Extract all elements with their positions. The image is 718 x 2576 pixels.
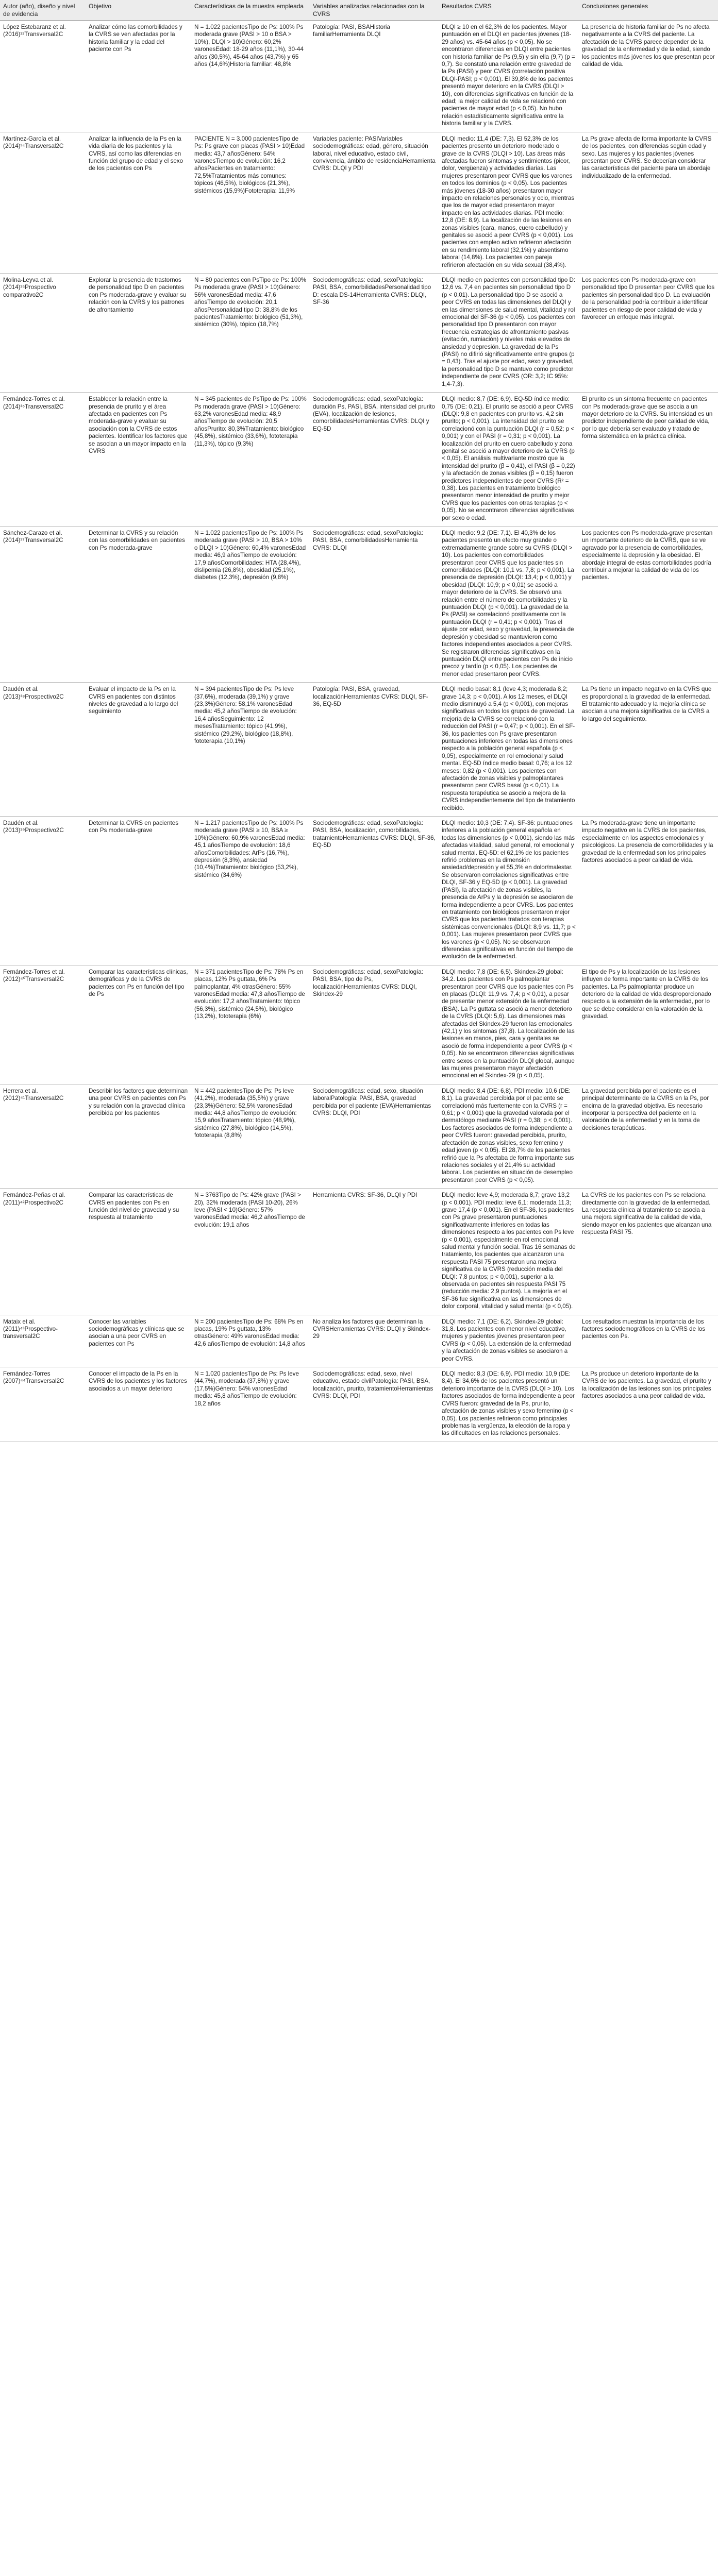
cell-author: Fernández-Torres et al. (2014)³⁶Transversal2C [0, 393, 86, 527]
cell-variables: Herramienta CVRS: SF-36, DLQI y PDI [310, 1189, 439, 1315]
cell-author: Fernández-Torres (2007)⁴⁴Transversal2C [0, 1367, 86, 1442]
cell-sample: N = 1.217 pacientesTipo de Ps: 100% Ps moderada grave (PASI ≥ 10, BSA ≥ 10%)Género: 60,9% varonesEdad media: 45,1 añosTiempo de evolución: 18,6 añosComorbilidades: ArPs (16,7%), depresión (8,3%), ansiedad (10,4%)Tratamiento: biológico (53,2%), sistémico (34,6%) [191, 817, 310, 965]
cell-objective: Determinar la CVRS en pacientes con Ps moderada-grave [86, 817, 191, 965]
cell-objective: Conocer las variables sociodemográficas y clínicas que se asocian a una peor CVRS en pacientes con Ps [86, 1315, 191, 1367]
cell-results: DLQI medio: 7,1 (DE: 6,2). Skindex-29 global: 31,8. Los pacientes con menor nivel educativo, mujeres y pacientes jóvenes presentaron peor CVRS (p < 0,05). La extensión de la enfermedad y la afectación de zonas visibles se asociaron a peor CVRS. [439, 1315, 579, 1367]
cell-results: DLQI medio en pacientes con personalidad tipo D: 12,6 vs. 7,4 en pacientes sin personalidad tipo D (p < 0,01). La personalidad tipo D se asoció a peor CVRS en todas las dimensiones del DLQI y en las dimensiones de salud mental, vitalidad y rol emocional del SF-36 (p < 0,05). Los pacientes con personalidad tipo D presentaron con mayor frecuencia estrategias de afrontamiento pasivas (evitación, rumiación) y niveles más elevados de ansiedad y depresión. La gravedad de la Ps (PASI) no difirió significativamente entre grupos (p = 0,43). Tras el ajuste por edad, sexo y gravedad, la personalidad tipo D se mantuvo como predictor independiente de peor CVRS (OR: 3,2; IC 95%: 1,4-7,3). [439, 274, 579, 393]
cell-author: Molina-Leyva et al. (2014)³⁵Prospectivo comparativo2C [0, 274, 86, 393]
cell-author: Fernández-Torres et al. (2012)⁴⁰Transversal2C [0, 965, 86, 1084]
cell-variables: Sociodemográficas: edad, sexoPatología: PASI, BSA, comorbilidadesPersonalidad tipo D: escala DS-14Herramienta CVRS: DLQI, SF-36 [310, 274, 439, 393]
header-variables: Variables analizadas relacionadas con la CVRS [310, 0, 439, 21]
cell-sample: N = 200 pacientesTipo de Ps: 68% Ps en placas, 19% Ps guttata, 13% otrasGénero: 49% varonesEdad media: 42,6 añosTiempo de evolución: 14,8 años [191, 1315, 310, 1367]
cell-sample: N = 442 pacientesTipo de Ps: Ps leve (41,2%), moderada (35,5%) y grave (23,3%)Género: 52,5% varonesEdad media: 44,8 añosTiempo de evolución: 15,9 añosTratamiento: tópico (48,9%), sistémico (27,8%), biológico (14,5%), fototerapia (8,8%) [191, 1084, 310, 1188]
cell-sample: N = 3763Tipo de Ps: 42% grave (PASI > 20), 32% moderada (PASI 10-20), 26% leve (PASI < 10)Género: 57% varonesEdad media: 46,2 añosTiempo de evolución: 19,1 años [191, 1189, 310, 1315]
cell-variables: Sociodemográficas: edad, sexo, situación laboralPatología: PASI, BSA, gravedad percibida por el paciente (EVA)Herramientas CVRS: DLQI, PDI [310, 1084, 439, 1188]
cell-sample: N = 1.020 pacientesTipo de Ps: Ps leve (44,7%), moderada (37,8%) y grave (17,5%)Género: 54% varonesEdad media: 45,8 añosTiempo de evolución: 18,2 años [191, 1367, 310, 1442]
cell-sample: N = 394 pacientesTipo de Ps: Ps leve (37,6%), moderada (39,1%) y grave (23,3%)Género: 58,1% varonesEdad media: 45,2 añosTiempo de evolución: 16,4 añosSeguimiento: 12 mesesTratamiento: tópico (41,9%), sistémico (29,2%), biológico (18,8%), fototerapia (10,1%) [191, 683, 310, 817]
table-row [0, 393, 718, 527]
cell-results: DLQI medio: 7,8 (DE: 6,5). Skindex-29 global: 34,2. Los pacientes con Ps palmoplantar presentaron peor CVRS que los pacientes con Ps en placas (DLQI: 11,9 vs. 7,4; p < 0,01), a pesar de presentar menor extensión de la enfermedad (BSA). La Ps guttata se asoció a menor deterioro de la CVRS (DLQI: 5,6). Las dimensiones más afectadas del Skindex-29 fueron las emocionales (42,1) y los síntomas (37,8). La localización de las lesiones en manos, pies, cara y genitales se asoció de forma independiente a peor CVRS (p < 0,05). No se encontraron diferencias significativas entre sexos en la puntuación DLQI global, aunque las mujeres presentaron mayor afectación emocional en el Skindex-29 (p < 0,05). [439, 965, 579, 1084]
cell-objective: Analizar cómo las comorbilidades y la CVRS se ven afectadas por la historia familiar y la edad del paciente con Ps [86, 21, 191, 132]
cell-variables: No analiza los factores que determinan la CVRSHerramientas CVRS: DLQI y Skindex-29 [310, 1315, 439, 1367]
cell-objective: Conocer el impacto de la Ps en la CVRS de los pacientes y los factores asociados a un mayor deterioro [86, 1367, 191, 1442]
cell-conclusions: La Ps grave afecta de forma importante la CVRS de los pacientes, con diferencias según edad y sexo. Las mujeres y los pacientes jóvenes presentan peor CVRS. Se deberían considerar las características del paciente para un abordaje individualizado de la enfermedad. [579, 132, 718, 273]
header-conclusions: Conclusiones generales [579, 0, 718, 21]
cell-conclusions: La presencia de historia familiar de Ps no afecta negativamente a la CVRS del paciente. La afectación de la CVRS parece depender de la gravedad de la enfermedad y de la edad, siendo los pacientes más jóvenes los que presentan peor calidad de vida. [579, 21, 718, 132]
table-row [0, 1315, 718, 1367]
cell-sample: N = 345 pacientes de PsTipo de Ps: 100% Ps moderada grave (PASI > 10)Género: 63,2% varonesEdad media: 48,9 añosTiempo de evolución: 20,5 añosPrurito: 80,3%Tratamiento: biológico (45,8%), sistémico (33,6%), fototerapia (11,3%), tópico (9,3%) [191, 393, 310, 527]
cell-sample: N = 371 pacientesTipo de Ps: 78% Ps en placas, 12% Ps guttata, 6% Ps palmoplantar, 4% otrasGénero: 55% varonesEdad media: 47,3 añosTiempo de evolución: 17,2 añosTratamiento: tópico (56,3%), sistémico (24,5%), biológico (13,2%), fototerapia (6%) [191, 965, 310, 1084]
cell-variables: Sociodemográficas: edad, sexoPatología: duración Ps, PASI, BSA, intensidad del prurito (EVA), localización de lesiones, comorbilidadesHerramientas CVRS: DLQI y EQ-5D [310, 393, 439, 527]
table-row [0, 132, 718, 273]
cell-results: DLQI medio: 8,4 (DE: 6,8). PDI medio: 10,6 (DE: 8,1). La gravedad percibida por el paciente se correlacionó más fuertemente con la CVRS (r = 0,61; p < 0,001) que la gravedad valorada por el dermatólogo mediante PASI (r = 0,38; p < 0,001). Los factores asociados de forma independiente a peor CVRS fueron: gravedad percibida, prurito, afectación de zonas visibles, sexo femenino y edad joven (p < 0,05). El 28,7% de los pacientes refirió que la Ps afectaba de forma importante sus relaciones sociales y el 21,4% su actividad laboral. Los pacientes en situación de desempleo presentaron peor CVRS (p < 0,05). [439, 1084, 579, 1188]
cell-objective: Evaluar el impacto de la Ps en la CVRS en pacientes con distintos niveles de gravedad a lo largo del seguimiento [86, 683, 191, 817]
cell-conclusions: El prurito es un síntoma frecuente en pacientes con Ps moderada-grave que se asocia a un mayor deterioro de la CVRS. Su intensidad es un predictor independiente de peor calidad de vida, por lo que debería ser evaluado y tratado de forma sistemática en la práctica clínica. [579, 393, 718, 527]
cell-conclusions: La Ps moderada-grave tiene un importante impacto negativo en la CVRS de los pacientes, especialmente en los aspectos emocionales y psicológicos. La presencia de comorbilidades y la gravedad de la enfermedad son los principales factores asociados a peor calidad de vida. [579, 817, 718, 965]
cell-variables: Patología: PASI, BSAHistoria familiarHerramienta DLQI [310, 21, 439, 132]
cell-author: López Estebaranz et al. (2016)³³Transversal2C [0, 21, 86, 132]
cell-results: DLQI medio: leve 4,9; moderada 8,7; grave 13,2 (p < 0,001). PDI medio: leve 6,1; moderada 11,3; grave 17,4 (p < 0,001). En el SF-36, los pacientes con Ps grave presentaron puntuaciones significativamente inferiores en todas las dimensiones respecto a los pacientes con Ps leve (p < 0,001), especialmente en rol emocional, salud mental y función social. Tras 16 semanas de tratamiento, los pacientes que alcanzaron una respuesta PASI 75 presentaron una mejora significativa de la CVRS (reducción media del DLQI: 7,8 puntos; p < 0,001), superior a la observada en pacientes sin respuesta PASI 75 (reducción media: 2,9 puntos). La mejoría en el SF-36 fue significativa en las dimensiones de dolor corporal, vitalidad y salud mental (p < 0,05). [439, 1189, 579, 1315]
cell-results: DLQI medio: 8,3 (DE: 6,9). PDI medio: 10,9 (DE: 8,4). El 34,6% de los pacientes presentó un deterioro importante de la CVRS (DLQI > 10). Los factores asociados de forma independiente a peor CVRS fueron: gravedad de la Ps, prurito, afectación de zonas visibles y sexo femenino (p < 0,05). Los pacientes refirieron como principales problemas la vergüenza, la elección de la ropa y las dificultades en las relaciones personales. [439, 1367, 579, 1442]
table-row [0, 274, 718, 393]
cell-results: DLQI medio: 10,3 (DE: 7,4). SF-36: puntuaciones inferiores a la población general española en todas las dimensiones (p < 0,001), siendo las más afectadas vitalidad, salud general, rol emocional y salud mental. EQ-5D: el 62,1% de los pacientes refirió problemas en la dimensión ansiedad/depresión y el 55,3% en dolor/malestar. Se observaron correlaciones significativas entre DLQI, SF-36 y EQ-5D (p < 0,001). La gravedad (PASI), la afectación de zonas visibles, la presencia de ArPs y la depresión se asociaron de forma independiente a peor CVRS. Los pacientes en tratamiento con biológicos presentaron mejor CVRS que los pacientes tratados con terapias sistémicas convencionales (DLQI: 8,9 vs. 11,7; p < 0,001). Las mujeres presentaron peor CVRS que los varones (p < 0,05). No se observaron diferencias significativas en función del tiempo de evolución de la enfermedad. [439, 817, 579, 965]
cell-variables: Sociodemográficas: edad, sexoPatología: PASI, BSA, tipo de Ps, localizaciónHerramientas CVRS: DLQI, Skindex-29 [310, 965, 439, 1084]
cell-objective: Comparar las características clínicas, demográficas y de la CVRS de pacientes con Ps en función del tipo de Ps [86, 965, 191, 1084]
table-row [0, 817, 718, 965]
table-header-row [0, 0, 718, 21]
cell-author: Daudén et al. (2013)³⁸Prospectivo2C [0, 683, 86, 817]
cell-conclusions: La CVRS de los pacientes con Ps se relaciona directamente con la gravedad de la enfermedad. La respuesta clínica al tratamiento se asocia a una mejora significativa de la calidad de vida, siendo mayor en los pacientes que alcanzan una respuesta PASI 75. [579, 1189, 718, 1315]
table-row [0, 1367, 718, 1442]
table-row [0, 527, 718, 683]
cell-variables: Sociodemográficas: edad, sexoPatología: PASI, BSA, comorbilidadesHerramienta CVRS: DLQI [310, 527, 439, 683]
cell-results: DLQI ≥ 10 en el 62,3% de los pacientes. Mayor puntuación en el DLQI en pacientes jóvenes (18-29 años) vs. 45-64 años (p < 0,05). No se encontraron diferencias en DLQI entre pacientes con historia familiar de Ps (9,5) y sin ella (9,7) (p = 0,7). Se constató una relación entre gravedad de la Ps (PASI) y peor CVRS (correlación positiva DLQI-PASI; p < 0,001). El 39,8% de los pacientes presentó mayor deterioro en la CVRS (DLQI > 10), con diferencias significativas en función de la edad; la mejor calidad de vida se relacionó con pacientes de mayor edad (p < 0,05). No hubo relación estadísticamente significativa entre la historia familiar y la CVRS. [439, 21, 579, 132]
header-sample: Características de la muestra empleada [191, 0, 310, 21]
cell-variables: Sociodemográficas: edad, sexo, nivel educativo, estado civilPatología: PASI, BSA, localización, prurito, tratamientoHerramientas CVRS: DLQI, PDI [310, 1367, 439, 1442]
cell-sample: PACIENTE N = 3.000 pacientesTipo de Ps: Ps grave con placas (PASI > 10)Edad media: 43,7 añosGénero: 54% varonesTiempo de evolución: 16,2 añosPacientes en tratamiento: 72,5%Tratamientos más comunes: tópicos (46,5%), biológicos (21,3%), sistémicos (15,9%)Fototerapia: 11,9% [191, 132, 310, 273]
cell-objective: Establecer la relación entre la presencia de prurito y el área afectada en pacientes con Ps moderada-grave y evaluar su asociación con la CVRS de estos pacientes. Identificar los factores que se asocian a un mayor impacto en la CVRS [86, 393, 191, 527]
cell-conclusions: Los pacientes con Ps moderada-grave presentan un importante deterioro de la CVRS, que se ve agravado por la presencia de comorbilidades, especialmente la depresión y la obesidad. El abordaje integral de estas comorbilidades podría contribuir a mejorar la calidad de vida de los pacientes. [579, 527, 718, 683]
table-row [0, 21, 718, 132]
cell-results: DLQI medio basal: 8,1 (leve 4,3; moderada 8,2; grave 14,3; p < 0,001). A los 12 meses, el DLQI medio disminuyó a 5,4 (p < 0,001), con mejoras significativas en todos los grupos de gravedad. La mejoría de la CVRS se correlacionó con la reducción del PASI (r = 0,47; p < 0,001). En el SF-36, los pacientes con Ps grave presentaron puntuaciones inferiores en todas las dimensiones respecto a la población general española (p < 0,05), especialmente en rol emocional y salud mental. EQ-5D índice medio basal: 0,76; a los 12 meses: 0,82 (p < 0,001). Los pacientes con afectación de zonas visibles y palmoplantares presentaron peor CVRS basal (p < 0,01). La respuesta terapéutica se asoció a mejora de la CVRS independientemente del tipo de tratamiento recibido. [439, 683, 579, 817]
table-row [0, 1084, 718, 1188]
cell-objective: Comparar las características de CVRS en pacientes con Ps en función del nivel de gravedad y su respuesta al tratamiento [86, 1189, 191, 1315]
cell-objective: Explorar la presencia de trastornos de personalidad tipo D en pacientes con Ps moderada-grave y evaluar su relación con la CVRS y los patrones de afrontamiento [86, 274, 191, 393]
cell-objective: Describir los factores que determinan una peor CVRS en pacientes con Ps y su relación con la gravedad clínica percibida por los pacientes [86, 1084, 191, 1188]
header-author: Autor (año), diseño y nivel de evidencia [0, 0, 86, 21]
header-results: Resultados CVRS [439, 0, 579, 21]
cell-results: DLQI medio: 9,2 (DE: 7,1). El 40,3% de los pacientes presentó un efecto muy grande o extremadamente grande sobre su CVRS (DLQI > 10). Los pacientes con comorbilidades presentaron peor CVRS que los pacientes sin comorbilidades (DLQI: 10,1 vs. 7,8; p < 0,001). La presencia de depresión (DLQI: 13,4; p < 0,001) y obesidad (DLQI: 10,9; p < 0,01) se asoció a mayor deterioro de la CVRS. Se observó una relación entre el número de comorbilidades y la puntuación DLQI (p < 0,001). La gravedad de la Ps (PASI) se correlacionó positivamente con la puntuación DLQI (r = 0,41; p < 0,001). Tras el ajuste por edad, sexo y gravedad, la presencia de depresión y obesidad se mantuvieron como factores independientes asociados a peor CVRS. Se registraron diferencias significativas en la puntuación DLQI entre pacientes con Ps de inicio precoz y tardío (p < 0,05). Los pacientes de menor edad presentaron peor CVRS. [439, 527, 579, 683]
cell-variables: Variables paciente: PASIVariables sociodemográficas: edad, género, situación laboral, nivel educativo, estado civil, convivencia, ámbito de residenciaHerramienta CVRS: DLQI y PDI [310, 132, 439, 273]
cell-author: Fernández-Peñas et al. (2011)⁴²Prospectivo2C [0, 1189, 86, 1315]
cell-objective: Analizar la influencia de la Ps en la vida diaria de los pacientes y la CVRS, así como las diferencias en función del grupo de edad y el sexo de los pacientes con Ps [86, 132, 191, 273]
cell-author: Martínez-García et al. (2014)³⁴Transversal2C [0, 132, 86, 273]
cell-sample: N = 1.022 pacientesTipo de Ps: 100% Ps moderada grave (PASI > 10 o BSA > 10%), DLQI > 10)Género: 60,2% varonesEdad: 18-29 años (11,1%), 30-44 años (30,5%), 45-64 años (43,7%) y 65 años (14,6%)Historia familiar: 48,8% [191, 21, 310, 132]
header-objective: Objetivo [86, 0, 191, 21]
table-row [0, 965, 718, 1084]
cell-conclusions: La Ps tiene un impacto negativo en la CVRS que es proporcional a la gravedad de la enfermedad. El tratamiento adecuado y la mejoría clínica se asocian a una mejora significativa de la CVRS a lo largo del seguimiento. [579, 683, 718, 817]
cell-conclusions: El tipo de Ps y la localización de las lesiones influyen de forma importante en la CVRS de los pacientes. La Ps palmoplantar produce un deterioro de la calidad de vida desproporcionado respecto a la extensión de la enfermedad, por lo que se debe considerar en la valoración de la gravedad. [579, 965, 718, 1084]
cell-author: Herrera et al. (2012)⁴¹Transversal2C [0, 1084, 86, 1188]
cell-objective: Determinar la CVRS y su relación con las comorbilidades en pacientes con Ps moderada-grave [86, 527, 191, 683]
cell-conclusions: La Ps produce un deterioro importante de la CVRS de los pacientes. La gravedad, el prurito y la localización de las lesiones son los principales factores asociados a una peor calidad de vida. [579, 1367, 718, 1442]
cell-sample: N = 80 pacientes con PsTipo de Ps: 100% Ps moderada grave (PASI > 10)Género: 56% varonesEdad media: 47,6 añosTiempo de evolución: 20,1 añosPersonalidad tipo D: 38,8% de los pacientesTratamiento: biológico (51,3%), sistémico (30%), tópico (18,7%) [191, 274, 310, 393]
cell-author: Mataix et al. (2011)⁴³Prospectivo-transversal2C [0, 1315, 86, 1367]
table-row [0, 683, 718, 817]
cell-variables: Patología: PASI, BSA, gravedad, localizaciónHerramientas CVRS: DLQI, SF-36, EQ-5D [310, 683, 439, 817]
cell-conclusions: Los pacientes con Ps moderada-grave con personalidad tipo D presentan peor CVRS que los pacientes sin personalidad tipo D. La evaluación de la personalidad podría contribuir a identificar pacientes en riesgo de peor calidad de vida y favorecer un enfoque más integral. [579, 274, 718, 393]
table-row [0, 1189, 718, 1315]
cell-author: Daudén et al. (2013)³⁹Prospectivo2C [0, 817, 86, 965]
cell-author: Sánchez-Carazo et al. (2014)³⁷Transversal2C [0, 527, 86, 683]
cell-variables: Sociodemográficas: edad, sexoPatología: PASI, BSA, localización, comorbilidades, tratamientoHerramientas CVRS: DLQI, SF-36, EQ-5D [310, 817, 439, 965]
cell-conclusions: Los resultados muestran la importancia de los factores sociodemográficos en la CVRS de los pacientes con Ps. [579, 1315, 718, 1367]
cell-sample: N = 1.022 pacientesTipo de Ps: 100% Ps moderada grave (PASI > 10, BSA > 10% o DLQI > 10)Género: 60,4% varonesEdad media: 46,9 añosTiempo de evolución: 17,9 añosComorbilidades: HTA (28,4%), dislipemia (26,8%), obesidad (25,1%), diabetes (12,3%), depresión (9,8%) [191, 527, 310, 683]
cell-results: DLQI medio: 8,7 (DE: 6,9). EQ-5D índice medio: 0,75 (DE: 0,21). El prurito se asoció a peor CVRS (DLQI: 9,8 en pacientes con prurito vs. 4,2 sin prurito; p < 0,001). La intensidad del prurito se correlacionó con la puntuación DLQI (r = 0,52; p < 0,001) y con el PASI (r = 0,31; p < 0,001). La localización del prurito en cuero cabelludo y zona genital se asoció a mayor deterioro de la CVRS (p < 0,05). El análisis multivariante mostró que la intensidad del prurito (β = 0,41), el PASI (β = 0,22) y la afectación de zonas visibles (β = 0,15) fueron predictores independientes de peor CVRS (R² = 0,38). Los pacientes en tratamiento biológico presentaron menor intensidad de prurito y mejor CVRS que los pacientes con otras terapias (p < 0,05). No se encontraron diferencias significativas por sexo o edad. [439, 393, 579, 527]
cell-results: DLQI medio: 11,4 (DE: 7,3). El 52,3% de los pacientes presentó un deterioro moderado o grave de la CVRS (DLQI > 10). Las áreas más afectadas fueron síntomas y sentimientos (picor, dolor, vergüenza) y actividades diarias. Las mujeres presentaron peor CVRS que los varones en todos los dominios (p < 0,05). Los pacientes más jóvenes (18-30 años) presentaron mayor impacto en relaciones personales y ocio, mientras que los de mayor edad presentaron mayor impacto en las actividades diarias. PDI medio: 12,8 (DE: 8,9). La localización de las lesiones en zonas visibles (cara, manos, cuero cabelludo) y genitales se asoció a peor CVRS (p < 0,001). Los pacientes con empleo activo refirieron afectación en su rendimiento laboral (32,1%) y absentismo laboral (14,8%). Los pacientes con pareja refirieron afectación en su vida sexual (38,4%). [439, 132, 579, 273]
cell-conclusions: La gravedad percibida por el paciente es el principal determinante de la CVRS en la Ps, por encima de la gravedad objetiva. Es necesario incorporar la perspectiva del paciente en la valoración de la enfermedad y en la toma de decisiones terapéuticas. [579, 1084, 718, 1188]
